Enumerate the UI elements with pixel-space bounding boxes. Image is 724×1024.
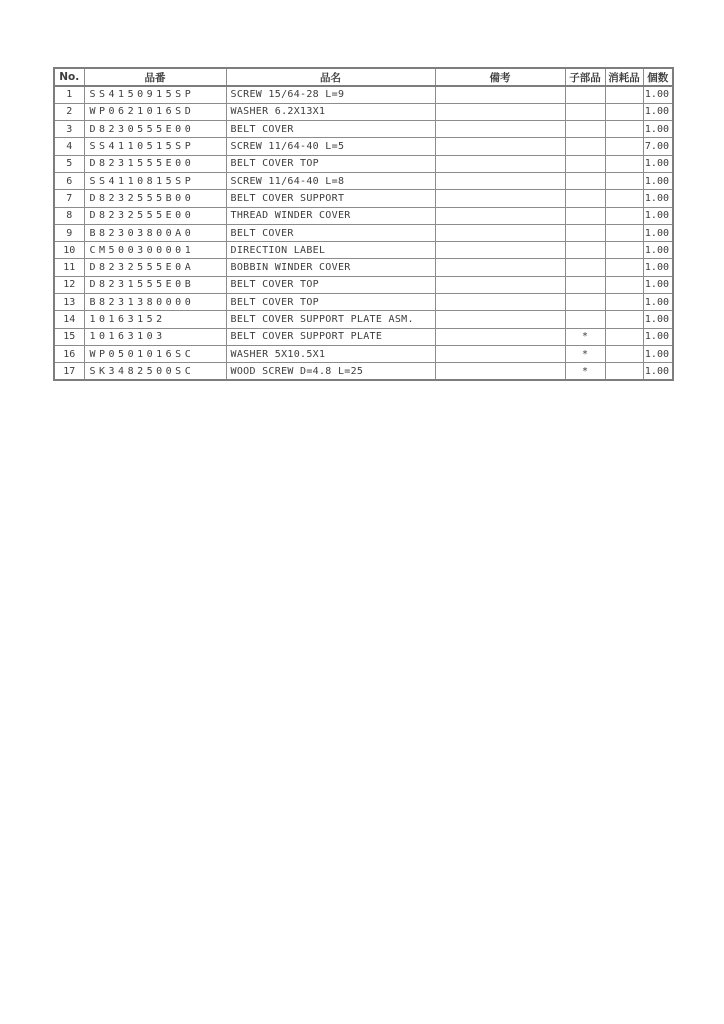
table-row [54, 224, 673, 241]
cell-consumable [605, 103, 643, 120]
header-part-name: 品名 [226, 68, 435, 86]
header-child-part: 子部品 [565, 68, 605, 86]
cell-child-part [565, 103, 605, 120]
cell-remarks [435, 294, 565, 311]
cell-part-number: SK3482500SC [84, 363, 226, 380]
cell-no: 11 [54, 259, 84, 276]
cell-remarks [435, 259, 565, 276]
cell-part-name: BELT COVER [226, 121, 435, 138]
table-row [54, 103, 673, 120]
header-row [54, 68, 673, 86]
table-row [54, 155, 673, 172]
table-row [54, 86, 673, 103]
table-row [54, 121, 673, 138]
cell-part-name: BELT COVER SUPPORT [226, 190, 435, 207]
cell-child-part [565, 224, 605, 241]
header-consumable: 消耗品 [605, 68, 643, 86]
cell-part-number: B82303800A0 [84, 224, 226, 241]
cell-quantity: 1.00 [643, 190, 673, 207]
cell-remarks [435, 276, 565, 293]
cell-part-name: BOBBIN WINDER COVER [226, 259, 435, 276]
cell-child-part [565, 121, 605, 138]
cell-part-name: BELT COVER TOP [226, 155, 435, 172]
cell-part-number: D8232555E00 [84, 207, 226, 224]
cell-quantity: 1.00 [643, 294, 673, 311]
cell-no: 7 [54, 190, 84, 207]
cell-no: 5 [54, 155, 84, 172]
cell-quantity: 1.00 [643, 363, 673, 380]
table-row [54, 363, 673, 380]
cell-part-name: WASHER 5X10.5X1 [226, 345, 435, 362]
cell-quantity: 1.00 [643, 311, 673, 328]
cell-child-part [565, 207, 605, 224]
cell-no: 2 [54, 103, 84, 120]
cell-child-part [565, 242, 605, 259]
cell-remarks [435, 328, 565, 345]
table-row [54, 311, 673, 328]
cell-consumable [605, 242, 643, 259]
cell-child-part [565, 276, 605, 293]
cell-no: 12 [54, 276, 84, 293]
cell-part-name: BELT COVER TOP [226, 294, 435, 311]
table-row [54, 190, 673, 207]
cell-remarks [435, 242, 565, 259]
table-row [54, 328, 673, 345]
cell-part-name: SCREW 11/64-40 L=5 [226, 138, 435, 155]
cell-consumable [605, 190, 643, 207]
header-remarks: 備考 [435, 68, 565, 86]
cell-consumable [605, 276, 643, 293]
cell-part-name: BELT COVER SUPPORT PLATE ASM. [226, 311, 435, 328]
cell-no: 6 [54, 172, 84, 189]
cell-part-number: WP0621016SD [84, 103, 226, 120]
cell-part-number: CM500300001 [84, 242, 226, 259]
cell-remarks [435, 207, 565, 224]
cell-part-name: BELT COVER SUPPORT PLATE [226, 328, 435, 345]
cell-part-name: BELT COVER TOP [226, 276, 435, 293]
cell-quantity: 7.00 [643, 138, 673, 155]
cell-child-part: * [565, 328, 605, 345]
cell-part-number: WP0501016SC [84, 345, 226, 362]
table-row [54, 138, 673, 155]
cell-consumable [605, 86, 643, 103]
cell-child-part [565, 294, 605, 311]
cell-remarks [435, 311, 565, 328]
cell-consumable [605, 328, 643, 345]
cell-quantity: 1.00 [643, 121, 673, 138]
cell-child-part [565, 190, 605, 207]
cell-part-name: THREAD WINDER COVER [226, 207, 435, 224]
table-row [54, 345, 673, 362]
cell-child-part [565, 155, 605, 172]
cell-remarks [435, 345, 565, 362]
cell-quantity: 1.00 [643, 155, 673, 172]
cell-child-part [565, 259, 605, 276]
cell-quantity: 1.00 [643, 242, 673, 259]
table-row [54, 259, 673, 276]
cell-consumable [605, 294, 643, 311]
table-row [54, 172, 673, 189]
cell-child-part: * [565, 345, 605, 362]
cell-part-number: D8232555B00 [84, 190, 226, 207]
cell-remarks [435, 103, 565, 120]
cell-part-number: D8230555E00 [84, 121, 226, 138]
cell-remarks [435, 155, 565, 172]
cell-consumable [605, 207, 643, 224]
cell-no: 3 [54, 121, 84, 138]
cell-part-name: BELT COVER [226, 224, 435, 241]
cell-consumable [605, 172, 643, 189]
cell-part-name: SCREW 15/64-28 L=9 [226, 86, 435, 103]
cell-quantity: 1.00 [643, 224, 673, 241]
parts-table [53, 67, 674, 381]
cell-quantity: 1.00 [643, 345, 673, 362]
cell-remarks [435, 138, 565, 155]
cell-no: 10 [54, 242, 84, 259]
cell-part-number: SS4150915SP [84, 86, 226, 103]
cell-no: 13 [54, 294, 84, 311]
cell-consumable [605, 138, 643, 155]
cell-part-number: B8231380000 [84, 294, 226, 311]
header-quantity: 個数 [643, 68, 673, 86]
cell-no: 9 [54, 224, 84, 241]
cell-no: 15 [54, 328, 84, 345]
cell-quantity: 1.00 [643, 259, 673, 276]
cell-no: 8 [54, 207, 84, 224]
cell-consumable [605, 121, 643, 138]
table-row [54, 207, 673, 224]
table-row [54, 276, 673, 293]
header-part-number: 品番 [84, 68, 226, 86]
cell-part-number: 10163103 [84, 328, 226, 345]
cell-child-part [565, 138, 605, 155]
cell-remarks [435, 190, 565, 207]
table-row [54, 242, 673, 259]
cell-part-number: 10163152 [84, 311, 226, 328]
cell-consumable [605, 345, 643, 362]
cell-remarks [435, 86, 565, 103]
cell-part-name: SCREW 11/64-40 L=8 [226, 172, 435, 189]
cell-no: 1 [54, 86, 84, 103]
header-no: No. [54, 68, 84, 86]
table-row [54, 294, 673, 311]
cell-consumable [605, 259, 643, 276]
cell-quantity: 1.00 [643, 207, 673, 224]
cell-no: 16 [54, 345, 84, 362]
cell-remarks [435, 172, 565, 189]
cell-consumable [605, 224, 643, 241]
cell-child-part [565, 311, 605, 328]
cell-no: 4 [54, 138, 84, 155]
cell-part-name: DIRECTION LABEL [226, 242, 435, 259]
cell-part-number: SS4110815SP [84, 172, 226, 189]
cell-remarks [435, 363, 565, 380]
cell-quantity: 1.00 [643, 103, 673, 120]
cell-part-name: WASHER 6.2X13X1 [226, 103, 435, 120]
cell-part-number: D8231555E00 [84, 155, 226, 172]
cell-consumable [605, 311, 643, 328]
cell-child-part: * [565, 363, 605, 380]
cell-part-number: D8232555E0A [84, 259, 226, 276]
cell-part-number: SS4110515SP [84, 138, 226, 155]
cell-consumable [605, 363, 643, 380]
cell-remarks [435, 224, 565, 241]
cell-quantity: 1.00 [643, 86, 673, 103]
cell-remarks [435, 121, 565, 138]
cell-no: 14 [54, 311, 84, 328]
cell-no: 17 [54, 363, 84, 380]
cell-child-part [565, 86, 605, 103]
cell-part-number: D8231555E0B [84, 276, 226, 293]
cell-part-name: WOOD SCREW D=4.8 L=25 [226, 363, 435, 380]
cell-consumable [605, 155, 643, 172]
cell-child-part [565, 172, 605, 189]
cell-quantity: 1.00 [643, 172, 673, 189]
cell-quantity: 1.00 [643, 276, 673, 293]
cell-quantity: 1.00 [643, 328, 673, 345]
